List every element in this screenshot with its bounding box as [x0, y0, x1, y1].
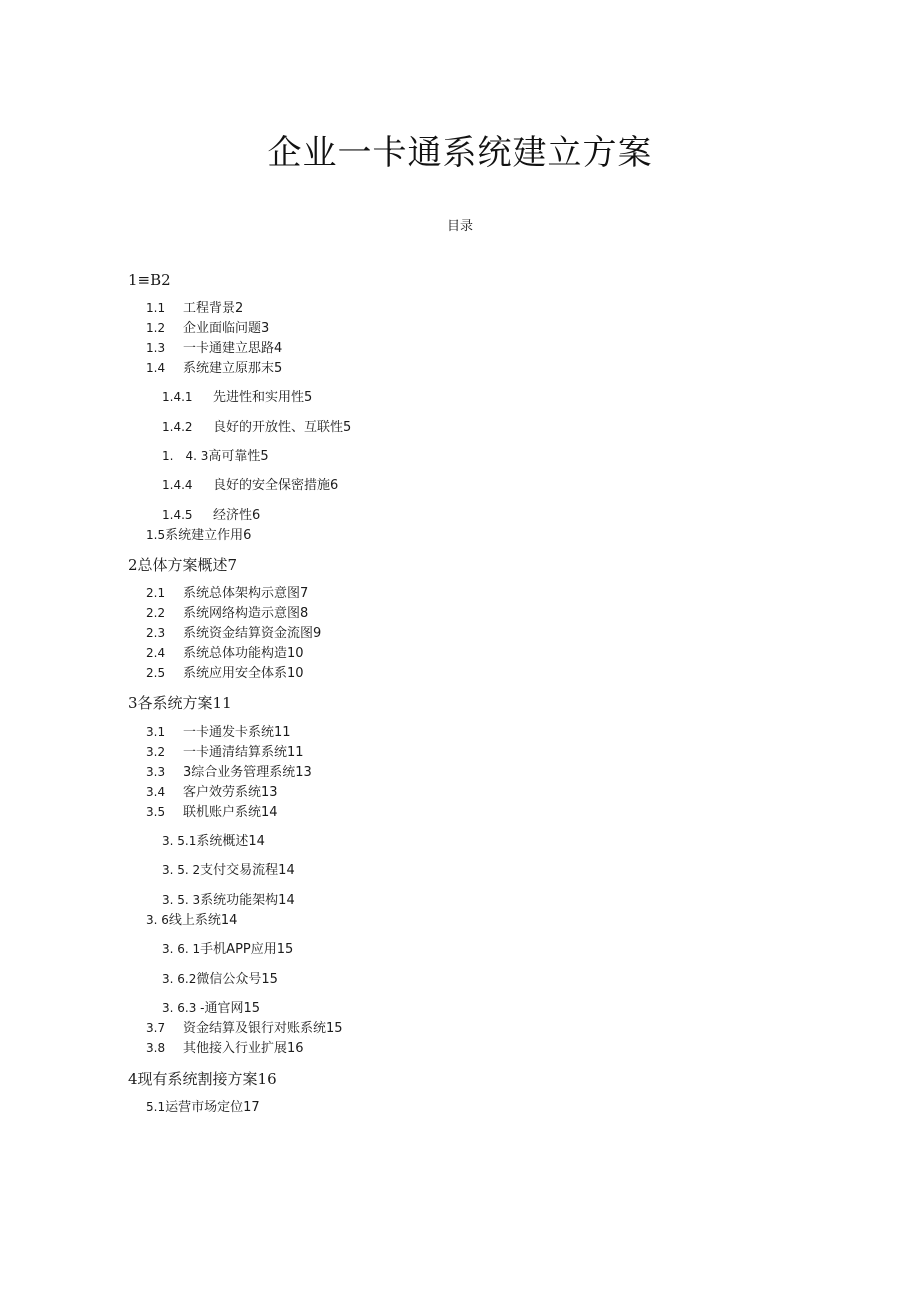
- toc-entry-text: 工程背景2: [183, 301, 244, 316]
- toc-entry[interactable]: [146, 584, 308, 603]
- toc-entry-text: 系统总体功能构造10: [183, 646, 304, 661]
- toc-entry-number: 1.4.1: [162, 390, 193, 404]
- toc-entry[interactable]: [162, 832, 265, 851]
- document-title: 企业一卡通系统建立方案: [267, 133, 653, 173]
- toc-entry-number: 5.1: [146, 1100, 166, 1114]
- toc-entry[interactable]: [146, 319, 269, 338]
- toc-entry-number: 2.3: [146, 626, 166, 640]
- toc-entry-number: 1.4.5: [162, 508, 193, 522]
- toc-entry-number: 2.2: [146, 606, 166, 620]
- toc-entry-text: 系统建立原那末5: [183, 361, 283, 376]
- toc-entry-number: 3. 6.2: [162, 972, 197, 986]
- toc-entry-number: 2.5: [146, 666, 166, 680]
- toc-entry-number: 1.1: [146, 301, 166, 315]
- toc-entry-text: 手机APP应用15: [200, 942, 294, 957]
- toc-entry-number: 3. 5. 3: [162, 893, 201, 907]
- toc-entry-number: 3. 6: [146, 913, 169, 927]
- toc-entry[interactable]: [146, 359, 282, 378]
- toc-entry-number: 3.1: [146, 725, 166, 739]
- toc-entry-number: 2.1: [146, 586, 166, 600]
- toc-entry[interactable]: [146, 783, 278, 802]
- toc-entry-number: 3.4: [146, 785, 166, 799]
- toc-entry-text: 系统资金结算资金流图9: [183, 626, 322, 641]
- toc-entry-number: 3. 6.3 -: [162, 1001, 205, 1015]
- toc-entry-text: 微信公众号15: [196, 972, 278, 987]
- toc-entry[interactable]: [146, 604, 308, 623]
- toc-entry-text: 支付交易流程14: [200, 863, 295, 878]
- toc-entry-number: 1.4: [146, 361, 166, 375]
- toc-entry-number: 1.4.4: [162, 478, 193, 492]
- toc-entry-text: 线上系统14: [168, 913, 238, 928]
- toc-entry-text: 一卡通建立思路4: [183, 341, 283, 356]
- toc-entry-number: 3.3: [146, 765, 166, 779]
- toc-entry-number: 3.8: [146, 1041, 166, 1055]
- toc-entry-text: 高可靠性5: [208, 449, 269, 464]
- toc-entry[interactable]: [146, 803, 278, 822]
- toc-entry[interactable]: [162, 388, 312, 407]
- toc-entry-text: 资金结算及银行对账系统15: [183, 1021, 343, 1036]
- toc-entry[interactable]: [146, 339, 282, 358]
- toc-entry[interactable]: [128, 270, 171, 290]
- toc-entry-text: 1≡B2: [128, 271, 171, 289]
- toc-entry[interactable]: [162, 476, 338, 495]
- toc-entry[interactable]: [146, 723, 291, 742]
- toc-entry-text: 经济性6: [213, 508, 261, 523]
- toc-entry-text: 通官网15: [204, 1001, 261, 1016]
- toc-entry-text: 系统网络构造示意图8: [183, 606, 309, 621]
- toc-entry[interactable]: [162, 891, 295, 910]
- toc-entry-number: 1.5: [146, 528, 166, 542]
- toc-entry-text: 企业面临问题3: [183, 321, 270, 336]
- toc-entry-text: 3各系统方案11: [128, 694, 232, 712]
- toc-entry-text: 3综合业务管理系统13: [183, 765, 312, 780]
- toc-entry[interactable]: [162, 506, 260, 525]
- toc-entry-text: 良好的安全保密措施6: [213, 478, 339, 493]
- toc-entry-text: 一卡通清结算系统11: [183, 745, 304, 760]
- toc-entry-text: 其他接入行业扩展16: [183, 1041, 304, 1056]
- toc-entry[interactable]: [128, 693, 232, 713]
- toc-entry[interactable]: [162, 418, 351, 437]
- toc-entry-text: 4现有系统割接方案16: [128, 1070, 277, 1088]
- toc-entry-text: 2总体方案概述7: [128, 556, 238, 574]
- toc-entry[interactable]: [162, 861, 295, 880]
- toc-entry-text: 客户效劳系统13: [183, 785, 278, 800]
- toc-entry[interactable]: [146, 664, 304, 683]
- toc-entry[interactable]: [162, 970, 278, 989]
- toc-entry-text: 运营市场定位17: [165, 1100, 260, 1115]
- toc-heading: 目录: [446, 219, 473, 234]
- toc-entry-text: 系统概述14: [196, 834, 265, 849]
- toc-entry-text: 系统建立作用6: [165, 528, 252, 543]
- toc-entry-text: 系统功能架构14: [200, 893, 295, 908]
- toc-entry-text: 系统总体架构示意图7: [183, 586, 309, 601]
- toc-entry[interactable]: [146, 763, 312, 782]
- toc-entry[interactable]: [162, 447, 269, 466]
- toc-entry[interactable]: [162, 940, 293, 959]
- toc-entry-number: 1.2: [146, 321, 166, 335]
- toc-entry-text: 一卡通发卡系统11: [183, 725, 291, 740]
- toc-entry[interactable]: [146, 299, 243, 318]
- toc-entry[interactable]: [128, 1069, 277, 1089]
- toc-entry-number: 1.4.2: [162, 420, 193, 434]
- toc-entry-text: 联机账户系统14: [183, 805, 278, 820]
- toc-entry-number: 1. 4. 3: [162, 449, 209, 463]
- toc-entry[interactable]: [146, 1039, 304, 1058]
- toc-entry-number: 3.2: [146, 745, 166, 759]
- toc-entry[interactable]: [162, 999, 260, 1018]
- toc-entry-number: 2.4: [146, 646, 166, 660]
- toc-entry[interactable]: [146, 911, 237, 930]
- toc-entry-number: 3.7: [146, 1021, 166, 1035]
- toc-entry-text: 先进性和实用性5: [213, 390, 313, 405]
- toc-entry-number: 3. 5.1: [162, 834, 197, 848]
- toc-entry[interactable]: [146, 743, 304, 762]
- toc-entry-number: 3.5: [146, 805, 166, 819]
- toc-entry-number: 3. 5. 2: [162, 863, 201, 877]
- toc-entry[interactable]: [146, 1019, 343, 1038]
- toc-entry-text: 系统应用安全体系10: [183, 666, 304, 681]
- toc-entry[interactable]: [146, 624, 321, 643]
- toc-entry[interactable]: [146, 1098, 260, 1117]
- toc-entry[interactable]: [146, 644, 304, 663]
- toc-entry[interactable]: [128, 555, 237, 575]
- toc-entry[interactable]: [146, 526, 251, 545]
- toc-entry-number: 3. 6. 1: [162, 942, 201, 956]
- toc-entry-text: 良好的开放性、互联性5: [213, 420, 352, 435]
- toc-entry-number: 1.3: [146, 341, 166, 355]
